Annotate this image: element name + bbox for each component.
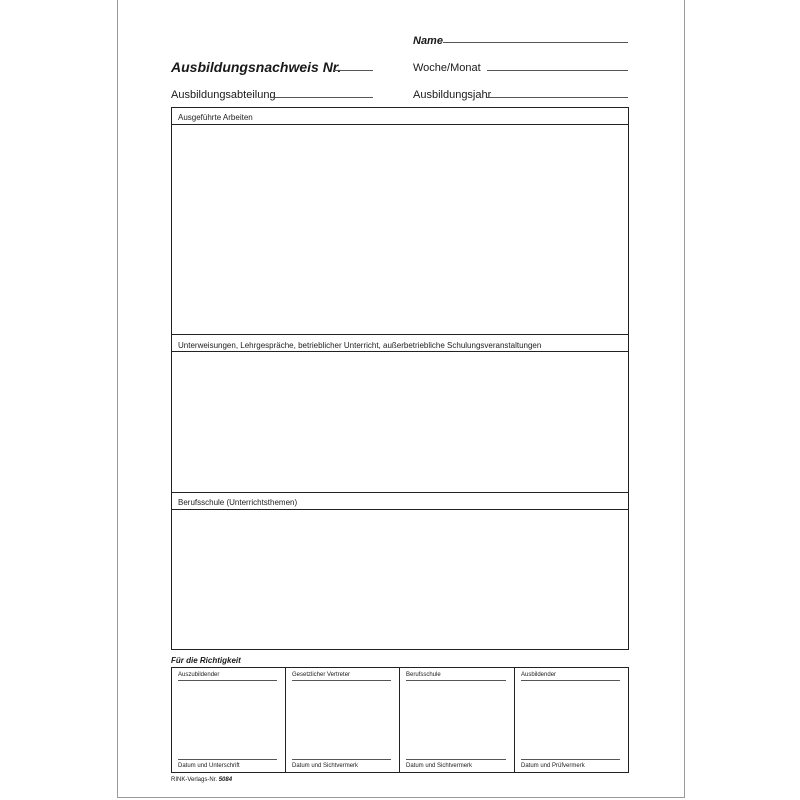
- signature-role-label: Berufsschule: [406, 672, 441, 678]
- signature-role-label: Ausbildender: [521, 672, 557, 678]
- name-label: Name: [413, 35, 443, 47]
- signature-role-label: Gesetzlicher Vertreter: [292, 672, 351, 678]
- publisher-prefix: RINK-Verlags-Nr.: [171, 777, 218, 783]
- signature-line: [406, 759, 506, 760]
- signature-line: [292, 680, 391, 681]
- section-title-arbeiten: Ausgeführte Arbeiten: [178, 113, 253, 122]
- signature-line: [292, 759, 391, 760]
- signature-line: [521, 759, 620, 760]
- signature-role-label: Auszubildender: [178, 672, 220, 678]
- nachweis-number-field[interactable]: [333, 70, 373, 71]
- ausbildungsjahr-field[interactable]: [487, 97, 628, 98]
- signature-line: [521, 680, 620, 681]
- section-title-unterweisungen: Unterweisungen, Lehrgespräche, betrieblicher Unterricht, außerbetriebliche Schulungsveranstaltungen: [178, 341, 542, 350]
- woche-monat-label: Woche/Monat: [413, 62, 481, 74]
- ausbildungsjahr-label: Ausbildungsjahr: [413, 89, 492, 101]
- signature-line: [178, 759, 277, 760]
- signature-caption: Datum und Prüfvermerk: [521, 763, 585, 769]
- ausbildungsabteilung-label: Ausbildungsabteilung: [171, 89, 276, 101]
- signature-box-gesetzlicher-vertreter[interactable]: [285, 667, 400, 773]
- section-title-berufsschule: Berufsschule (Unterrichtsthemen): [178, 498, 298, 507]
- divider: [171, 124, 629, 125]
- signature-box-auszubildender[interactable]: [171, 667, 286, 773]
- signature-box-ausbildender[interactable]: [514, 667, 629, 773]
- signature-caption: Datum und Sichtvermerk: [292, 763, 359, 769]
- publisher-number-value: 5084: [218, 777, 233, 783]
- ausbildungsabteilung-field[interactable]: [270, 97, 373, 98]
- woche-monat-field[interactable]: [487, 70, 628, 71]
- signature-caption: Datum und Sichtvermerk: [406, 763, 473, 769]
- arbeiten-textarea[interactable]: [173, 126, 627, 334]
- signature-line: [178, 680, 277, 681]
- divider: [171, 492, 629, 493]
- publisher-number: [171, 777, 232, 783]
- signature-box-berufsschule[interactable]: [399, 667, 515, 773]
- richtigkeit-label: Für die Richtigkeit: [171, 656, 241, 665]
- divider: [171, 351, 629, 352]
- signature-caption: Datum und Unterschrift: [178, 763, 240, 769]
- name-field[interactable]: [443, 42, 628, 43]
- divider: [171, 509, 629, 510]
- divider: [171, 334, 629, 335]
- unterweisungen-textarea[interactable]: [173, 353, 627, 492]
- form-title: Ausbildungsnachweis Nr.: [171, 59, 342, 75]
- berufsschule-textarea[interactable]: [173, 511, 627, 648]
- signature-line: [406, 680, 506, 681]
